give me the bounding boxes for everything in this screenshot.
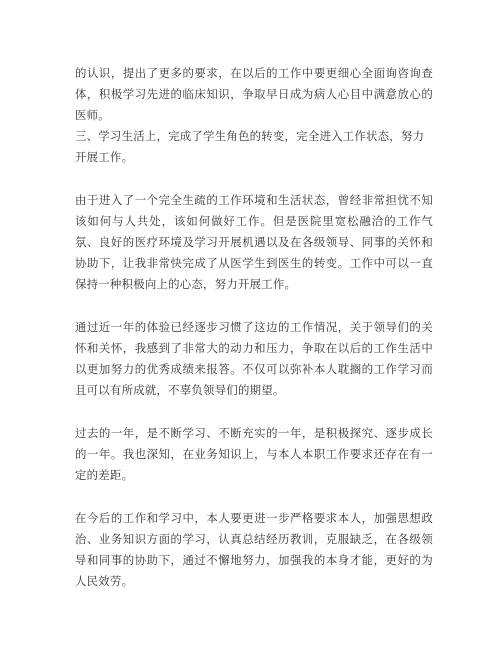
section-heading-3: 三、学习生活上，完成了学生角色的转变，完全进入工作状态，努力开展工作。 [75, 129, 425, 164]
paragraph-future-plans: 在今后的工作和学习中，本人要更进一步严格要求本人，加强思想政治、业务知识方面的学习，认真总结经历教训，克服缺乏，在各级领导和同事的协助下，通过不懈地努力，加强我的本身才能，更好的为人民效劳。 [75, 511, 433, 588]
paragraph-work-environment: 由于进入了一个完全生疏的工作环境和生活状态，曾经非常担忧不知该如何与人共处，该如何做好工作。但是医院里宽松融洽的工作气氛、良好的医疗环境及学习开展机遇以及在各级领导、同事的关怀和协助下，让我非常快完成了从医学生到医生的转变。工作中可以一直保持一种积极向上的心态，努力开展工作。 [75, 193, 433, 291]
paragraph-adaptation: 通过近一年的体验已经逐步习惯了这边的工作情况，关于领导们的关怀和关怀，我感到了非常大的动力和压力，争取在以后的工作生活中以更加努力的优秀成绩来报答。不仅可以弥补本人耽搁的工作学习而且可以有所成就，不辜负领导们的期望。 [75, 320, 433, 397]
paragraph-continuation: 的认识，提出了更多的要求，在以后的工作中要更细心全面询咨询查体，积极学习先进的临床知识，争取早日成为病人心目中满意放心的医师。 [75, 66, 433, 122]
paragraph-past-year: 过去的一年，是不断学习、不断充实的一年，是积极探究、逐步成长的一年。我也深知，在业务知识上，与本人本职工作要求还存在有一定的差距。 [75, 426, 433, 482]
document-body [75, 63, 433, 592]
